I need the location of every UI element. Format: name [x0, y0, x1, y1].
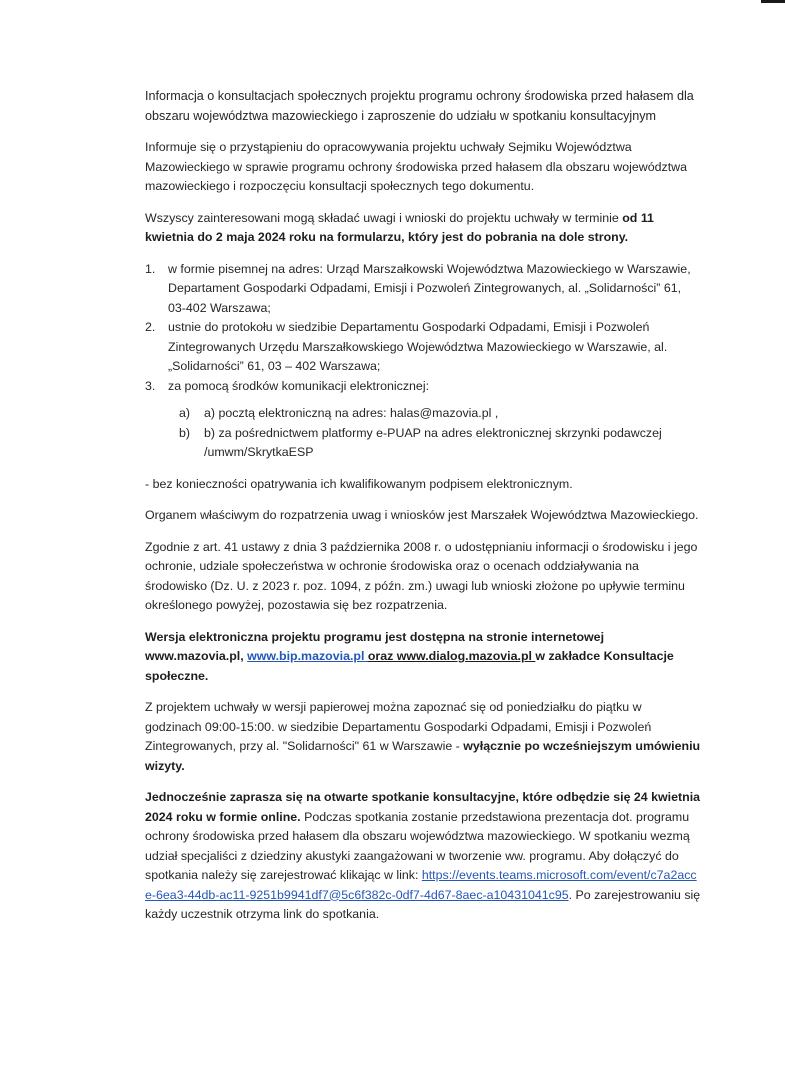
- meeting-after-text: . Po zarejestrowaniu się każdy uczestnik otrzyma link do spotkania.: [145, 887, 701, 921]
- bip-link[interactable]: www.bip.mazovia.pl: [247, 649, 368, 663]
- list-item: [145, 377, 701, 397]
- list-item-text: za pomocą środków komunikacji elektronicznej:: [168, 378, 430, 393]
- list-number: 1.: [145, 261, 156, 276]
- document-page: [145, 86, 701, 937]
- online-version-text-3: w zakładce Konsultacje społeczne.: [145, 649, 674, 683]
- authority-paragraph: Organem właściwym do rozpatrzenia uwag i wniosków jest Marszałek Województwa Mazowieckiego.: [145, 508, 699, 522]
- list-item: [145, 260, 701, 319]
- online-version-text: Wersja elektroniczna projektu programu jest dostępna na stronie internetowej www.mazovia.pl,: [145, 629, 605, 663]
- deadline-text: Wszyscy zainteresowani mogą składać uwagi i wnioski do projektu uchwały w terminie: [145, 210, 623, 225]
- legal-paragraph: Zgodnie z art. 41 ustawy z dnia 3 października 2008 r. o udostępnianiu informacji o środowisku i jego ochronie, udziale społeczeństwa w ochronie środowiska oraz o ocenach oddziaływania na środowisko (Dz. U. z 2023 r. poz. 1094, z późn. zm.) uwagi lub wnioski złożone po upływie terminu określonego powyżej, pozostawia się bez rozpatrzenia.: [145, 539, 698, 612]
- list-item: [179, 404, 701, 424]
- paper-version-paragraph: [145, 698, 701, 776]
- intro-paragraph: Informuje się o przystąpieniu do opracowywania projektu uchwały Sejmiku Województwa Mazowieckiego w sprawie programu ochrony środowiska przed hałasem dla obszaru województwa mazowieckiego i rozpoczęciu konsultacji społecznych tego dokumentu.: [145, 140, 687, 193]
- online-version-text-2: oraz www.dialog.mazovia.pl: [367, 649, 536, 663]
- teams-event-link[interactable]: https://events.teams.microsoft.com/event/c7a2acce-6ea3-44db-ac11-9251b9941df7@5c6f382c-0df7-4d67-8aec-a10431041c95: [145, 868, 697, 902]
- list-item-text: w formie pisemnej na adres: Urząd Marszałkowski Województwa Mazowieckiego w Warszawie, Departament Gospodarki Odpadami, Emisji i Pozwoleń Zintegrowanych, al. „Solidarności” 61, 03-402 Warszawa;: [168, 261, 691, 315]
- deadline-paragraph: [145, 209, 701, 248]
- online-version-paragraph: [145, 628, 701, 687]
- meeting-paragraph: [145, 788, 701, 925]
- electronic-methods-list: [145, 404, 701, 463]
- list-number: 2.: [145, 320, 156, 334]
- list-item-text: b) za pośrednictwem platformy e-PUAP na adres elektronicznej skrzynki podawczej /umwm/SkrytkaESP: [204, 425, 662, 459]
- no-signature-note: - bez konieczności opatrywania ich kwalifikowanym podpisem elektronicznym.: [145, 476, 573, 491]
- deadline-bold: od 11 kwietnia do 2 maja 2024 roku na formularzu, który jest do pobrania na dole strony.: [145, 210, 654, 244]
- meeting-bold: Jednocześnie zaprasza się na otwarte spotkanie konsultacyjne, które odbędzie się 24 kwietnia 2024 roku w formie online.: [145, 790, 701, 824]
- scan-edge-mark: [761, 0, 785, 3]
- list-letter: b): [179, 425, 191, 440]
- list-item-text: a) pocztą elektroniczną na adres: halas@mazovia.pl ,: [204, 406, 499, 420]
- list-letter: a): [179, 406, 191, 420]
- submission-methods-list: [145, 260, 701, 397]
- paper-version-bold: wyłącznie po wcześniejszym umówieniu wizyty.: [145, 739, 701, 773]
- list-number: 3.: [145, 378, 156, 393]
- paper-version-text: Z projektem uchwały w wersji papierowej można zapoznać się od poniedziałku do piątku w godzinach 09:00-15:00. w siedzibie Departamentu Gospodarki Odpadami, Emisji i Pozwoleń Zintegrowanych, przy al. "Solidarności" 61 w Warszawie -: [145, 700, 652, 753]
- document-title: Informacja o konsultacjach społecznych projektu programu ochrony środowiska przed hałasem dla obszaru województwa mazowieckiego i zaproszenie do udziału w spotkaniu konsultacyjnym: [145, 89, 694, 123]
- list-item: [145, 318, 701, 377]
- list-item-text: ustnie do protokołu w siedzibie Departamentu Gospodarki Odpadami, Emisji i Pozwoleń Zintegrowanych Urzędu Marszałkowskiego Województwa Mazowieckiego w Warszawie, al. „Solidarności” 61, 03 – 402 Warszawa;: [168, 320, 668, 373]
- list-item: [179, 424, 701, 463]
- meeting-text: Podczas spotkania zostanie przedstawiona prezentacja dot. programu ochrony środowiska przed hałasem dla obszaru województwa mazowieckiego. W spotkaniu wezmą udział specjaliści z dziedziny akustyki zaangażowani w tworzenie ww. programu. Aby dołączyć do spotkania należy się zarejestrować klikając w link:: [145, 809, 690, 882]
